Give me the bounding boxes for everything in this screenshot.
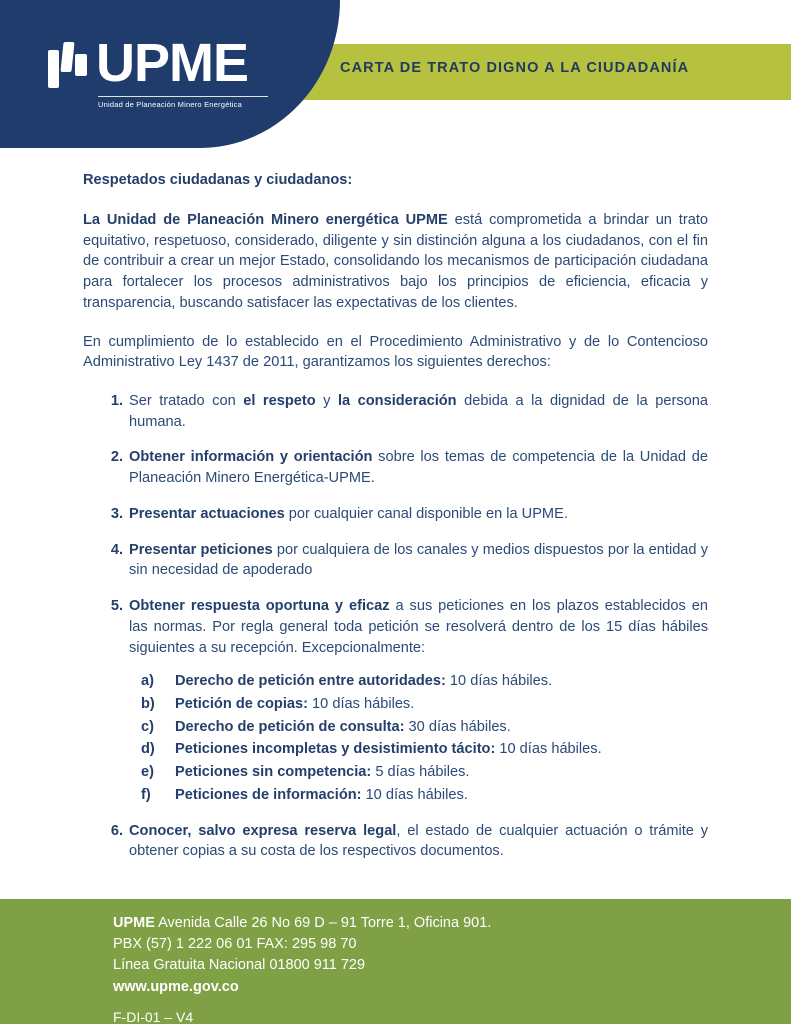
sublist-item-rest: 10 días hábiles. — [361, 786, 468, 803]
document-footer — [0, 899, 791, 1024]
list-item-lead: Ser tratado con — [129, 393, 244, 410]
list-item — [83, 821, 708, 862]
list-item-number: 1. — [110, 393, 123, 410]
document-body — [0, 148, 791, 906]
sublist-item-bold: Petición de copias: — [175, 695, 308, 712]
list-item-rest: por cualquiera de los canales y medios dispuestos por la entidad y sin necesidad de apoderado — [129, 541, 708, 579]
sublist-item-bold: Peticiones sin competencia: — [175, 764, 372, 781]
list-item-number: 4. — [110, 541, 123, 558]
list-item-rest: debida a la dignidad de la persona humana. — [129, 393, 708, 430]
document-header — [0, 0, 791, 148]
sublist-item-bold: Peticiones incompletas y desistimiento tácito: — [175, 741, 496, 758]
footer-address: Avenida Calle 26 No 69 D – 91 Torre 1, Oficina 901. — [154, 915, 492, 931]
list-item — [129, 694, 708, 715]
sublist-item-rest: 10 días hábiles. — [495, 741, 602, 758]
sublist-item-bold: Derecho de petición entre autoridades: — [175, 673, 446, 690]
intro-paragraph-rest: está comprometida a brindar un trato equitativo, respetuoso, considerado, diligente y sin distinción alguna a los ciudadanos, con el fin de contribuir a crear un mejor Estado, consolidando los mecanismos de participación ciudadana para fortalecer los procesos administrativos bajo los principios de eficiencia, eficacia y transparencia, buscando satisfacer las expectativas de los clientes. — [83, 212, 708, 311]
list-item-bold: Obtener respuesta oportuna y eficaz — [129, 598, 390, 615]
list-item — [83, 447, 708, 488]
page-title: CARTA DE TRATO DIGNO A LA CIUDADANÍA — [340, 60, 690, 76]
logo-wordmark: UPME — [96, 33, 249, 93]
sublist-item-letter: c) — [141, 718, 154, 735]
footer-website-link[interactable]: www.upme.gov.co — [113, 979, 239, 996]
sublist-item-rest: 10 días hábiles. — [445, 673, 553, 690]
footer-hotline: Línea Gratuita Nacional 01800 911 729 — [113, 957, 366, 974]
list-item-number: 6. — [110, 822, 123, 839]
list-item-number: 5. — [110, 598, 123, 615]
rights-list — [83, 391, 708, 862]
list-item-rest: a sus peticiones en los plazos establecidos en las normas. Por regla general toda petición se resolverá dentro de los 15 días hábiles siguientes a su recepción. Excepcionalmente: — [129, 598, 708, 656]
list-item — [83, 540, 708, 581]
list-item-bold: Presentar actuaciones — [129, 505, 285, 522]
sublist-item-letter: b) — [141, 695, 155, 712]
list-item — [129, 785, 708, 806]
sublist-item-letter: a) — [141, 673, 154, 690]
list-item — [83, 596, 708, 805]
list-item-number: 3. — [110, 505, 123, 522]
list-item — [129, 717, 708, 738]
sublist-item-bold: Peticiones de información: — [175, 786, 362, 803]
footer-org-name: UPME — [113, 915, 155, 931]
sublist-item-letter: e) — [141, 764, 154, 781]
list-item-number: 2. — [110, 449, 123, 466]
sublist-item-letter: f) — [141, 786, 151, 803]
sublist-item-bold: Derecho de petición de consulta: — [175, 718, 405, 735]
list-item — [129, 671, 708, 692]
upme-logo — [48, 33, 278, 118]
sublist-item-rest: 10 días hábiles. — [308, 695, 415, 712]
list-item-bold: Obtener información y orientación — [129, 449, 373, 466]
footer-document-code: F-DI-01 – V4 — [113, 1009, 194, 1026]
list-item — [83, 391, 708, 432]
upme-logo-mark-icon — [48, 42, 88, 88]
list-item-rest: sobre los temas de competencia de la Unidad de Planeación Minero Energética-UPME. — [129, 449, 709, 487]
sublist-item-letter: d) — [141, 741, 155, 758]
footer-address-line — [113, 913, 713, 934]
intro-paragraph-bold: La Unidad de Planeación Minero energética UPME — [83, 212, 448, 228]
list-item-mid: y — [315, 393, 338, 410]
list-item — [129, 739, 708, 760]
list-item-rest: , el estado de cualquier actuación o trámite y obtener copias a su costa de los respectivos documentos. — [129, 822, 709, 860]
deadlines-sublist — [129, 671, 708, 805]
footer-phones: PBX (57) 1 222 06 01 FAX: 295 98 70 — [113, 936, 357, 953]
legal-paragraph: En cumplimiento de lo establecido en el Procedimiento Administrativo y de lo Contencioso Administrativo Ley 1437 de 2011, garantizamos los siguientes derechos: — [83, 333, 708, 371]
list-item-bold-2: la consideración — [337, 393, 457, 410]
salutation: Respetados ciudadanas y ciudadanos: — [83, 172, 353, 188]
list-item-bold-1: el respeto — [243, 393, 316, 410]
list-item-rest: por cualquier canal disponible en la UPME. — [284, 505, 568, 522]
list-item — [129, 762, 708, 783]
list-item-bold: Conocer, salvo expresa reserva legal — [129, 822, 397, 839]
list-item — [83, 504, 708, 525]
sublist-item-rest: 5 días hábiles. — [371, 764, 470, 781]
logo-subtitle: Unidad de Planeación Minero Energética — [98, 96, 268, 109]
list-item-bold: Presentar peticiones — [129, 541, 273, 558]
intro-paragraph — [83, 210, 708, 314]
sublist-item-rest: 30 días hábiles. — [404, 718, 511, 735]
